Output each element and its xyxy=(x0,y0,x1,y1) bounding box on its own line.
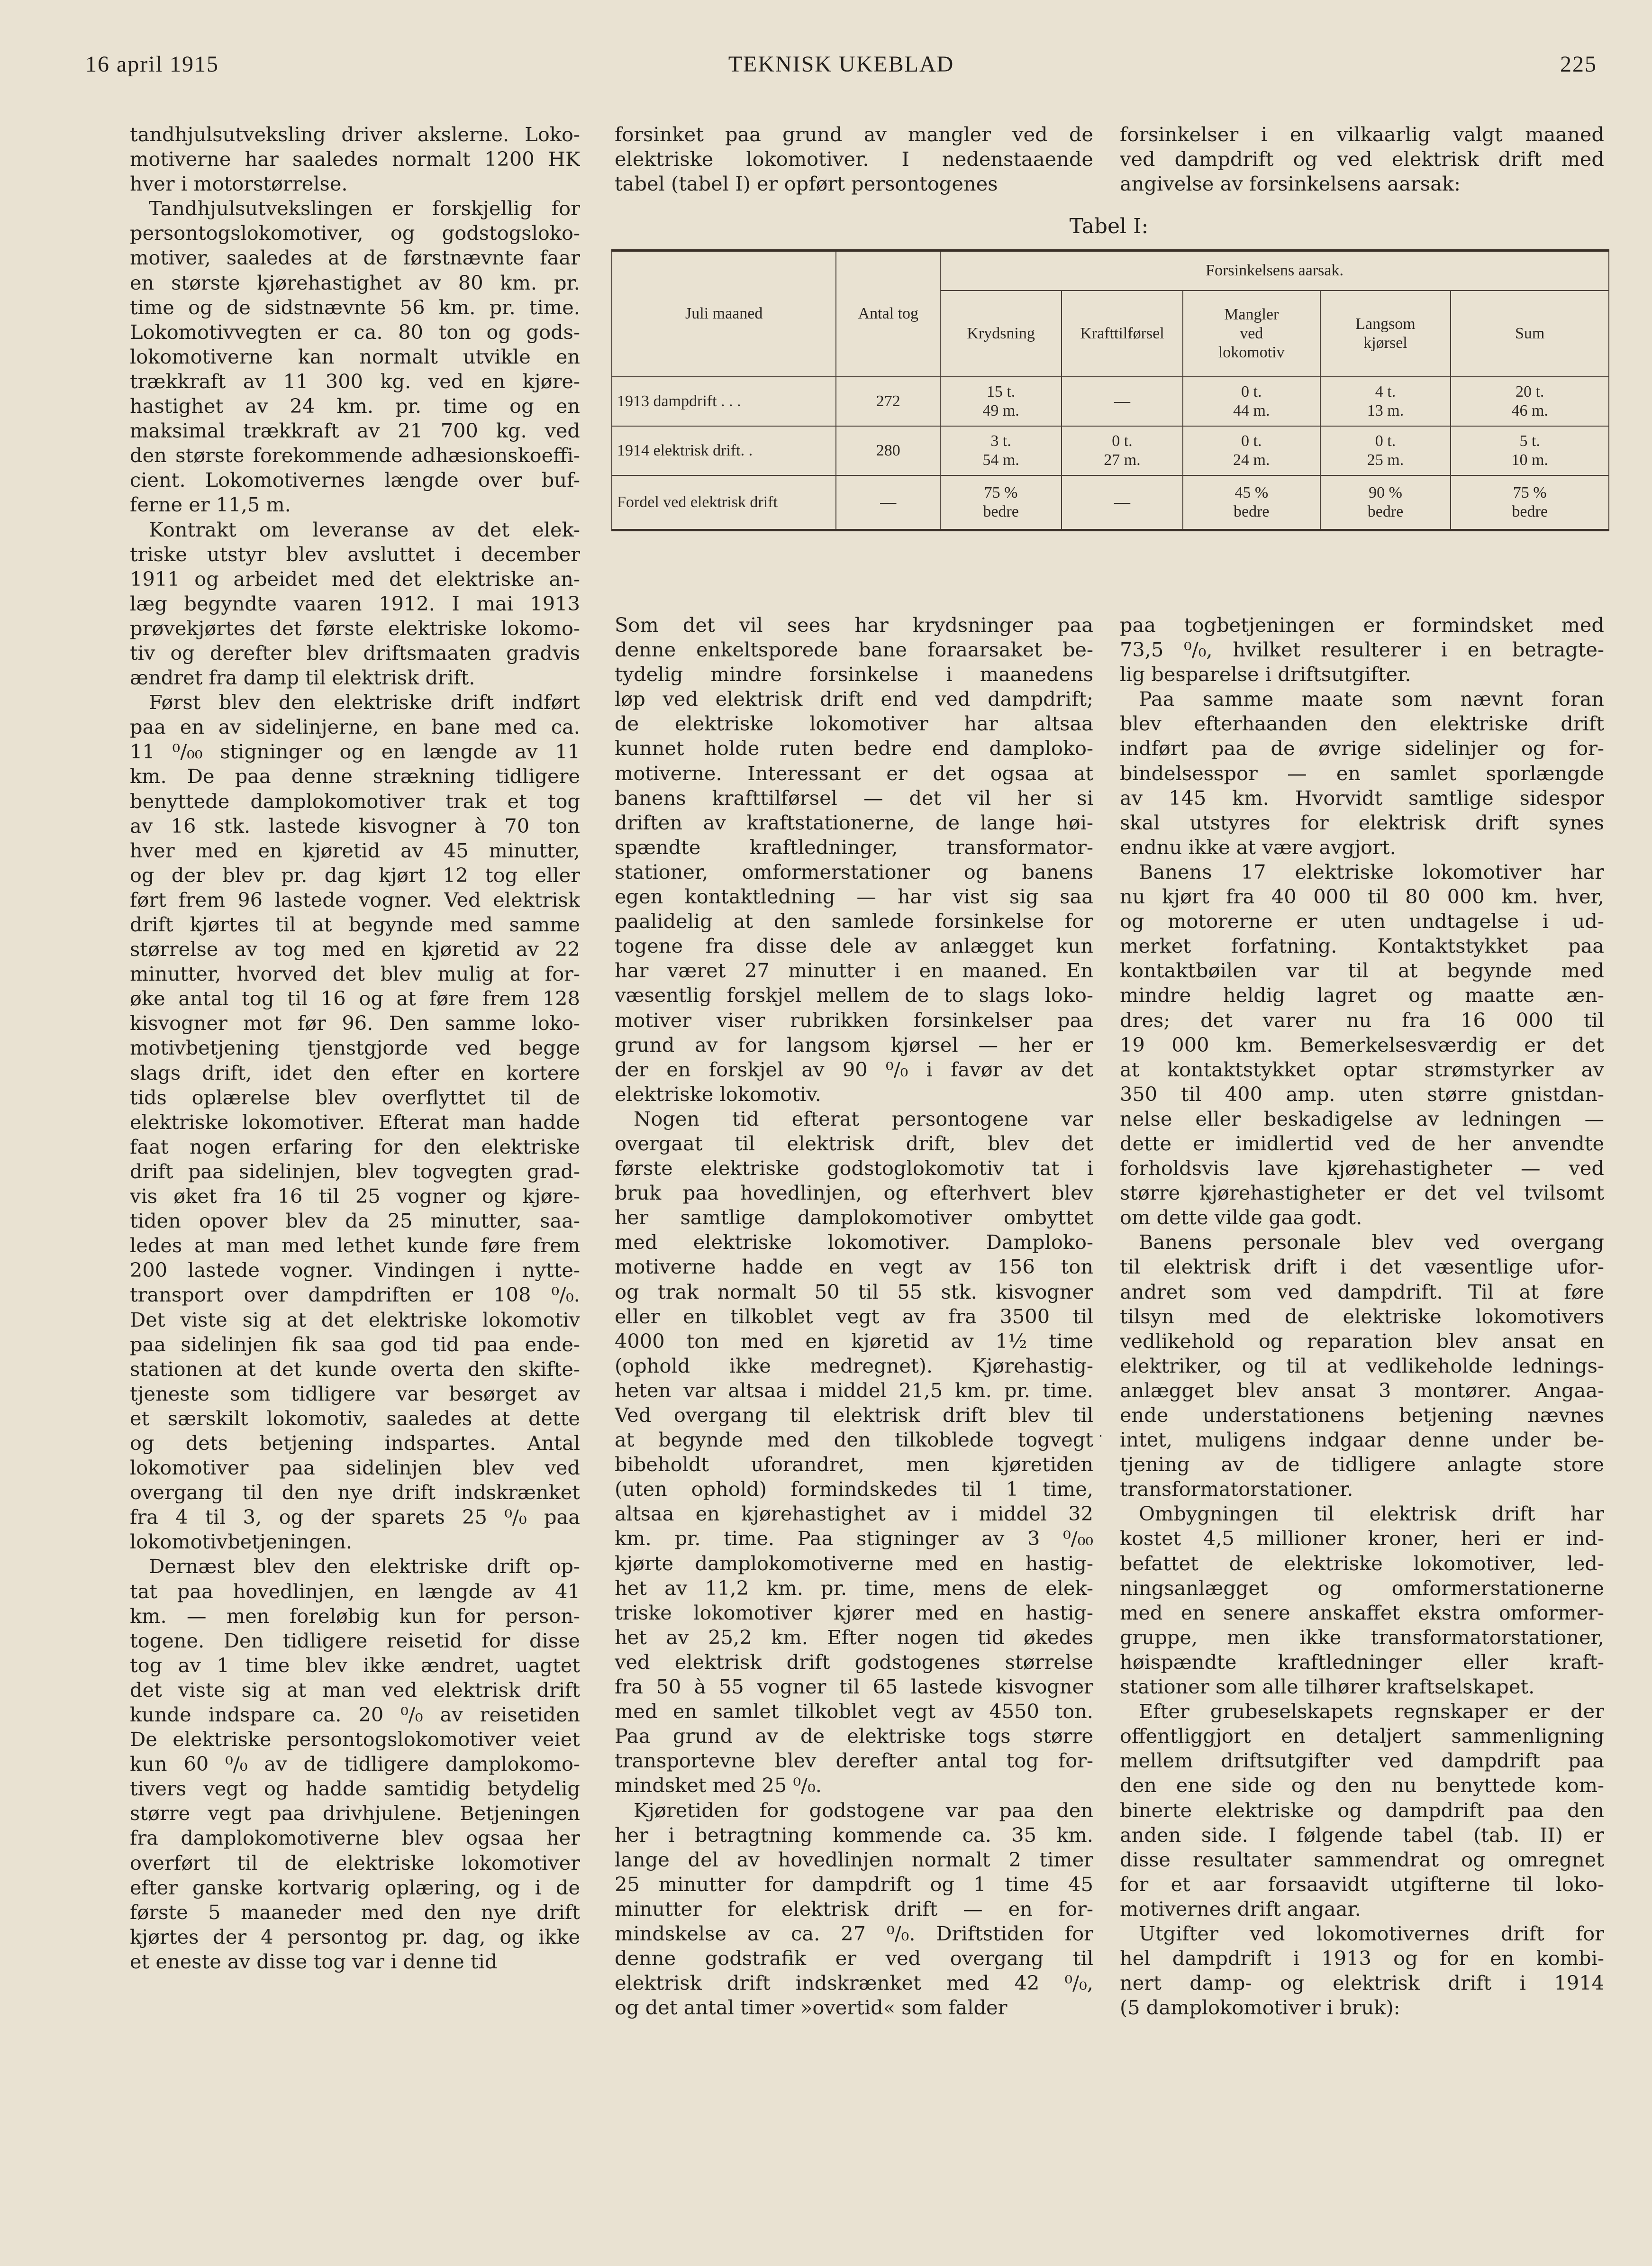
text-line: høispændte kraftledninger eller kraft- xyxy=(1120,1650,1604,1674)
text-line: grund av for langsom kjørsel — her er xyxy=(615,1033,1093,1056)
cell-line: 24 m. xyxy=(1233,451,1270,469)
text-line: cient. Lokomotivernes længde over buf- xyxy=(130,468,580,492)
col-header-slow-line2: kjørsel xyxy=(1363,334,1407,352)
text-line: triske lokomotiver kjører med en hastig- xyxy=(615,1601,1093,1624)
text-line: hver i motorstørrelse. xyxy=(130,172,348,196)
text-line: stationer som alle tilhører kraftselskapet. xyxy=(1120,1675,1535,1699)
text-line: kisvogner mot før 96. Den samme loko- xyxy=(130,1011,580,1035)
col-header-month: Juli maaned xyxy=(612,251,836,377)
text-line: læg begyndte vaaren 1912. I mai 1913 xyxy=(130,592,580,615)
text-line: mindsket med 25 ⁰/₀. xyxy=(615,1774,822,1797)
text-line: togene. Den tidligere reisetid for disse xyxy=(130,1629,580,1652)
cell-line: 10 m. xyxy=(1511,451,1548,469)
col-header-crossing: Krydsning xyxy=(940,291,1062,377)
text-line: prøvekjørtes det første elektriske lokomo- xyxy=(130,616,580,640)
text-line: første elektriske godstoglokomotiv tat i xyxy=(615,1156,1093,1180)
col-header-count: Antal tog xyxy=(836,251,940,377)
cell-defect xyxy=(1183,426,1320,475)
journal-title: TEKNISK UKEBLAD xyxy=(728,52,954,77)
text-line: den ene side og den nu benyttede kom- xyxy=(1120,1774,1604,1797)
text-line: tog av 1 time blev ikke ændret, uagtet xyxy=(130,1653,580,1677)
text-line: triske utstyr blev avsluttet i december xyxy=(130,542,580,566)
text-line: minutter, hvorved det blev mulig at for- xyxy=(130,962,580,986)
text-line: paa sidelinjen fik saa god tid paa ende- xyxy=(130,1332,580,1356)
text-line: første 5 maaneder med den nye drift xyxy=(130,1900,580,1924)
running-head xyxy=(85,51,1597,84)
text-line: stationen at det kunde overta den skifte- xyxy=(130,1357,580,1381)
row-label: Fordel ved elektrisk drift xyxy=(612,475,836,530)
text-line: Paa samme maate som nævnt foran xyxy=(1139,687,1604,711)
text-line: nelse eller beskadigelse av ledningen — xyxy=(1120,1107,1604,1130)
text-line: transportevne blev derefter antal tog for- xyxy=(615,1749,1093,1773)
text-line: ændret fra damp til elektrisk drift. xyxy=(130,666,475,690)
text-line: Paa grund av de elektriske togs større xyxy=(615,1724,1093,1748)
column-middle xyxy=(615,613,1093,2020)
cell-line: 54 m. xyxy=(982,451,1019,469)
text-line: Tandhjulsutvekslingen er forskjellig for xyxy=(149,197,580,220)
text-line: større vegt paa drivhjulene. Betjeningen xyxy=(130,1802,580,1825)
cell-count: 280 xyxy=(836,426,940,475)
text-line: Lokomotivvegten er ca. 80 ton og gods- xyxy=(130,320,580,344)
cell-line: 0 t. xyxy=(1112,432,1133,450)
text-line: lokomotiver paa sidelinjen blev ved xyxy=(130,1456,580,1480)
cell-line: 4 t. xyxy=(1375,382,1396,400)
text-line: Nogen tid efterat persontogene var xyxy=(634,1107,1093,1130)
text-line: med en senere anskaffet ekstra omformer- xyxy=(1120,1601,1604,1624)
text-line: maksimal trækkraft av 21 700 kg. ved xyxy=(130,419,580,443)
text-line: paalidelig at den samlede forsinkelse for xyxy=(615,910,1093,933)
text-line: dres; det varer nu fra 16 000 til xyxy=(1120,1008,1604,1032)
cell-line: 27 m. xyxy=(1104,451,1141,469)
text-line: de elektriske lokomotiver har altsaa xyxy=(615,712,1093,736)
text-line: motivernes drift angaar. xyxy=(1120,1897,1361,1920)
delay-table xyxy=(611,249,1609,531)
text-line: skal utstyres for elektrisk drift synes xyxy=(1120,810,1604,834)
text-line: transformatorstationer. xyxy=(1120,1477,1353,1501)
cell-line: 25 m. xyxy=(1367,451,1404,469)
text-line: ende understationens betjening nævnes xyxy=(1120,1403,1604,1427)
cell-line: 20 t. xyxy=(1515,382,1544,400)
cell-crossing xyxy=(940,377,1062,426)
text-line: her i betragtning kommende ca. 35 km. xyxy=(615,1823,1093,1847)
text-line: trækkraft av 11 300 kg. ved en kjøre- xyxy=(130,369,580,393)
col-header-group: Forsinkelsens aarsak. xyxy=(940,251,1609,291)
cell-count: — xyxy=(836,475,940,530)
text-line: binerte elektriske og dampdrift paa den xyxy=(1120,1798,1604,1822)
text-line: kostet 4,5 millioner kroner, heri er ind- xyxy=(1120,1527,1604,1550)
cell-line: 0 t. xyxy=(1241,382,1262,400)
text-line: altsaa en kjørehastighet av i middel 32 xyxy=(615,1502,1093,1526)
cell-sum xyxy=(1451,426,1609,475)
text-line: hel dampdrift i 1913 og for en kombi- xyxy=(1120,1947,1604,1970)
cell-slow xyxy=(1320,377,1451,426)
text-line: motiverne hadde en vegt av 156 ton xyxy=(615,1255,1093,1279)
table-caption: Tabel I: xyxy=(1069,214,1149,238)
text-line: her samtlige damplokomotiver ombyttet xyxy=(615,1206,1093,1229)
col-header-sum: Sum xyxy=(1451,291,1609,377)
text-line: og trak normalt 50 til 55 stk. kisvogner xyxy=(615,1280,1093,1303)
text-line: hver med en kjøretid av 45 minutter, xyxy=(130,838,580,862)
text-line: kun 60 ⁰/₀ av de tidligere damplokomo- xyxy=(130,1752,580,1776)
text-line: km. De paa denne strækning tidligere xyxy=(130,764,580,788)
page-number: 225 xyxy=(1560,52,1597,77)
text-line: tjeneste som tidligere var besørget av xyxy=(130,1382,580,1405)
text-line: 11 ⁰/₀₀ stigninger og en længde av 11 xyxy=(130,740,580,764)
text-line: Banens personale blev ved overgang xyxy=(1139,1230,1604,1254)
text-line: øke antal tog til 16 og at føre frem 128 xyxy=(130,987,580,1010)
cell-crossing xyxy=(940,475,1062,530)
text-line: det viste sig at man ved elektrisk drift xyxy=(130,1678,580,1702)
text-line: km. — men foreløbig kun for person- xyxy=(130,1604,580,1628)
text-line: har været 27 minutter i en maaned. En xyxy=(615,959,1093,983)
text-line: elektriske lokomotiver. I nedenstaaende xyxy=(615,147,1093,171)
text-line: paa en av sidelinjerne, en bane med ca. xyxy=(130,715,580,739)
text-line: disse resultater sammendrat og omregnet xyxy=(1120,1847,1604,1871)
text-line: egen kontaktledning — har vist sig saa xyxy=(615,885,1093,909)
text-line: togene fra disse dele av anlægget kun xyxy=(615,934,1093,958)
cell-crossing xyxy=(940,426,1062,475)
text-line: 200 lastede vogner. Vindingen i nytte- xyxy=(130,1258,580,1282)
text-line: persontogslokomotiver, og godstogsloko- xyxy=(130,221,580,245)
text-line: blev efterhaanden den elektriske drift xyxy=(1120,712,1604,736)
text-line: tiv og derefter blev driftsmaaten gradvis xyxy=(130,641,580,664)
text-line: Ombygningen til elektrisk drift har xyxy=(1139,1502,1604,1526)
text-line: gruppe, men ikke transformatorstationer, xyxy=(1120,1625,1604,1649)
text-line: (ophold ikke medregnet). Kjørehastig- xyxy=(615,1354,1093,1377)
text-line: minutter for elektrisk drift — en for- xyxy=(615,1897,1093,1920)
text-line: banens krafttilførsel — det vil her si xyxy=(615,786,1093,810)
text-line: efter ganske kortvarig oplæring, og i de xyxy=(130,1875,580,1899)
text-line: motiverne har saaledes normalt 1200 HK xyxy=(130,147,580,171)
col-header-defect-line1: Mangler xyxy=(1224,305,1279,323)
text-line: benyttede damplokomotiver trak et tog xyxy=(130,789,580,813)
text-line: overgang til den nye drift indskrænket xyxy=(130,1481,580,1504)
text-line: motiverne. Interessant er det ogsaa at xyxy=(615,761,1093,785)
text-line: kunnet holde ruten bedre end damploko- xyxy=(615,737,1093,760)
cell-line: 75 % xyxy=(1513,483,1547,501)
cell-line: — xyxy=(1114,493,1130,511)
text-line: tilsyn med de elektriske lokomotivers xyxy=(1120,1304,1604,1328)
text-line: tids oplærelse blev overflyttet til de xyxy=(130,1085,580,1109)
text-line: offentliggjort en detaljert sammenligning xyxy=(1120,1724,1604,1748)
text-line: ved elektrisk drift godstogenes størrelse xyxy=(615,1650,1093,1674)
text-line: motiver viser rubrikken forsinkelser paa xyxy=(615,1008,1093,1032)
text-line: mindskelse av ca. 27 ⁰/₀. Driftstiden for xyxy=(615,1921,1093,1945)
text-line: for et aar forsaavidt utgifterne til loko- xyxy=(1120,1872,1604,1896)
text-line: driften av kraftstationerne, de lange høi- xyxy=(615,810,1093,834)
text-line: indført paa de øvrige sidelinjer og for- xyxy=(1120,737,1604,760)
issue-date: 16 april 1915 xyxy=(85,52,219,77)
text-line: ferne er 11,5 m. xyxy=(130,493,291,517)
text-line: Kjøretiden for godstogene var paa den xyxy=(634,1798,1093,1822)
text-line: Ved overgang til elektrisk drift blev til xyxy=(615,1403,1093,1427)
text-line: intet, muligens indgaar denne under be- xyxy=(1120,1428,1604,1452)
text-line: 25 minutter for dampdrift og 1 time 45 xyxy=(615,1872,1093,1896)
text-line: stationer, omformerstationer og banens xyxy=(615,860,1093,883)
text-line: større kjørehastigheter er det vel tvilsomt xyxy=(1120,1181,1604,1205)
text-line: ved dampdrift og ved elektrisk drift med xyxy=(1120,147,1604,171)
text-line: endnu ikke at være avgjort. xyxy=(1120,835,1396,859)
text-line: motivbetjening tjenstgjorde ved begge xyxy=(130,1036,580,1060)
text-line: lokomotivbetjeningen. xyxy=(130,1530,353,1554)
text-line: anlægget blev ansat 3 montører. Angaa- xyxy=(1120,1378,1604,1402)
text-line: bruk paa hovedlinjen, og efterhvert blev xyxy=(615,1181,1093,1205)
text-line: tat paa hovedlinjen, en længde av 41 xyxy=(130,1579,580,1603)
text-line: andret som ved dampdrift. Til at føre xyxy=(1120,1280,1604,1303)
text-line: fra damplokomotiverne blev ogsaa her xyxy=(130,1826,580,1850)
cell-line: 0 t. xyxy=(1241,432,1262,450)
text-line: og dets betjening indspartes. Antal xyxy=(130,1431,580,1455)
text-line: ledes at man med lethet kunde føre frem xyxy=(130,1234,580,1257)
text-line: tabel (tabel I) er opført persontogenes xyxy=(615,172,998,196)
text-line: størrelse av tog med en kjøretid av 22 xyxy=(130,937,580,961)
text-line: tivers vegt og hadde samtidig betydelig xyxy=(130,1777,580,1801)
text-line: befattet de elektriske lokomotiver, led- xyxy=(1120,1551,1604,1575)
text-line: bindelsesspor — en samlet sporlængde xyxy=(1120,761,1604,785)
text-line: fra 4 til 3, og der sparets 25 ⁰/₀ paa xyxy=(130,1505,580,1529)
cell-line: 44 m. xyxy=(1233,401,1270,419)
cell-count: 272 xyxy=(836,377,940,426)
text-line: med en samlet tilkoblet vegt av 4550 ton. xyxy=(615,1700,1093,1723)
cell-line: 46 m. xyxy=(1511,401,1548,419)
col-header-slow xyxy=(1320,291,1451,377)
text-line: forsinket paa grund av mangler ved de xyxy=(615,123,1093,146)
cell-line: 0 t. xyxy=(1375,432,1396,450)
col-header-slow-line1: Langsom xyxy=(1355,315,1416,333)
text-line: Først blev den elektriske drift indført xyxy=(149,691,580,714)
margin-mark: . xyxy=(1098,1424,1103,1440)
text-line: mindre heldig lagret og maatte æn- xyxy=(1120,983,1604,1007)
text-line: en største kjørehastighet av 80 km. pr. xyxy=(130,271,580,294)
cell-line: — xyxy=(1114,392,1130,410)
text-line: time og de sidstnævnte 56 km. pr. time. xyxy=(130,295,580,319)
text-line: kjørte damplokomotiverne med en hastig- xyxy=(615,1551,1093,1575)
text-line: Det viste sig at det elektriske lokomotiv xyxy=(130,1308,580,1331)
cell-power xyxy=(1062,377,1183,426)
text-line: het av 11,2 km. pr. time, mens de elek- xyxy=(615,1576,1093,1600)
text-line: om dette vilde gaa godt. xyxy=(1120,1206,1362,1229)
text-line: angivelse av forsinkelsens aarsak: xyxy=(1120,172,1461,196)
text-line: av 16 stk. lastede kisvogner à 70 ton xyxy=(130,814,580,837)
text-line: 4000 ton med en kjøretid av 1½ time xyxy=(615,1329,1093,1353)
text-line: overført til de elektriske lokomotiver xyxy=(130,1851,580,1875)
text-line: tydelig mindre forsinkelse i maanedens xyxy=(615,663,1093,686)
text-line: elektriker, og til at vedlikeholde lednings- xyxy=(1120,1354,1604,1377)
cell-slow xyxy=(1320,475,1451,530)
text-line: elektriske lokomotiv. xyxy=(615,1082,821,1106)
col-header-power: Krafttilførsel xyxy=(1062,291,1183,377)
row-label: 1914 elektrisk drift. . xyxy=(612,426,836,475)
text-line: slags drift, idet den efter en kortere xyxy=(130,1061,580,1084)
column-right-top xyxy=(1120,122,1604,196)
text-line: 19 000 km. Bemerkelsesværdig er det xyxy=(1120,1033,1604,1056)
text-line: væsentlig forskjel mellem de to slags loko- xyxy=(615,983,1093,1007)
cell-power xyxy=(1062,426,1183,475)
text-line: og der blev pr. dag kjørt 12 tog eller xyxy=(130,863,580,887)
cell-line: 75 % xyxy=(984,483,1018,501)
text-line: forsinkelser i en vilkaarlig valgt maaned xyxy=(1120,123,1604,146)
text-line: mellem driftsutgifter ved dampdrift paa xyxy=(1120,1749,1604,1773)
text-line: merket forfatning. Kontaktstykket paa xyxy=(1120,934,1604,958)
text-line: kontaktbøilen var til at begynde med xyxy=(1120,959,1604,983)
text-line: overgaat til elektrisk drift, blev det xyxy=(615,1131,1093,1155)
cell-defect xyxy=(1183,377,1320,426)
text-line: elektrisk drift indskrænket med 42 ⁰/₀, xyxy=(615,1971,1093,1995)
text-line: dette er imidlertid ved de her anvendte xyxy=(1120,1131,1604,1155)
text-line: denne enkeltsporede bane foraarsaket be- xyxy=(615,638,1093,662)
text-line: nert damp- og elektrisk drift i 1914 xyxy=(1120,1971,1604,1995)
cell-sum xyxy=(1451,475,1609,530)
col-header-defect-line2: ved xyxy=(1240,324,1263,342)
text-line: motiver, saaledes at de førstnævnte faar xyxy=(130,246,580,270)
cell-power xyxy=(1062,475,1183,530)
text-line: med elektriske lokomotiver. Damploko- xyxy=(615,1230,1093,1254)
col-header-defect-line3: lokomotiv xyxy=(1218,343,1285,361)
text-line: 73,5 ⁰/₀, hvilket resulterer i en betragte- xyxy=(1120,638,1604,662)
text-line: lig besparelse i driftsutgifter. xyxy=(1120,663,1411,686)
cell-line: bedre xyxy=(1512,502,1548,520)
text-line: ningsanlægget og omformerstationerne xyxy=(1120,1576,1604,1600)
text-line: ført frem 96 lastede vogner. Ved elektrisk xyxy=(130,888,580,911)
text-line: denne godstrafik er ved overgang til xyxy=(615,1947,1093,1970)
column-right xyxy=(1120,613,1604,2020)
cell-sum xyxy=(1451,377,1609,426)
cell-line: bedre xyxy=(1233,502,1270,520)
text-line: paa togbetjeningen er formindsket med xyxy=(1120,613,1604,637)
cell-line: 90 % xyxy=(1369,483,1402,501)
text-line: forholdsvis lave kjørehastigheter — ved xyxy=(1120,1156,1604,1180)
text-line: et særskilt lokomotiv, saaledes at dette xyxy=(130,1406,580,1430)
text-line: den største forekommende adhæsionskoeffi- xyxy=(130,444,580,467)
text-line: lokomotiverne kan normalt utvikle en xyxy=(130,345,580,368)
row-label: 1913 dampdrift . . . xyxy=(612,377,836,426)
col-header-defect xyxy=(1183,291,1320,377)
text-line: at kontaktstykket optar strømstyrker av xyxy=(1120,1057,1604,1081)
text-line: Kontrakt om leveranse av det elek- xyxy=(149,518,580,541)
text-line: Utgifter ved lokomotivernes drift for xyxy=(1139,1921,1604,1945)
column-left xyxy=(130,122,580,1974)
text-line: drift kjørtes til at begynde med samme xyxy=(130,913,580,936)
cell-line: 3 t. xyxy=(990,432,1011,450)
text-line: transport over dampdriften er 108 ⁰/₀. xyxy=(130,1283,580,1307)
cell-slow xyxy=(1320,426,1451,475)
text-line: tiden opover blev da 25 minutter, saa- xyxy=(130,1209,580,1233)
text-line: 350 til 400 amp. uten større gnistdan- xyxy=(1120,1082,1604,1106)
text-line: hastighet av 24 km. pr. time og en xyxy=(130,394,580,418)
text-line: bibeholdt uforandret, men kjøretiden xyxy=(615,1453,1093,1476)
cell-line: bedre xyxy=(983,502,1019,520)
text-line: Dernæst blev den elektriske drift op- xyxy=(149,1555,580,1578)
text-line: anden side. I følgende tabel (tab. II) er xyxy=(1120,1823,1604,1847)
text-line: tjening av de tidligere anlagte store xyxy=(1120,1453,1604,1476)
cell-line: bedre xyxy=(1367,502,1404,520)
text-line: lange del av hovedlinjen normalt 2 timer xyxy=(615,1847,1093,1871)
cell-defect xyxy=(1183,475,1320,530)
table-body xyxy=(612,377,1609,530)
text-line: drift paa sidelinjen, blev togvegten grad- xyxy=(130,1159,580,1183)
text-line: et eneste av disse tog var i denne tid xyxy=(130,1949,498,1973)
text-line: spændte kraftledninger, transformator- xyxy=(615,835,1093,859)
cell-line: 5 t. xyxy=(1519,432,1540,450)
text-line: km. pr. time. Paa stigninger av 3 ⁰/₀₀ xyxy=(615,1527,1093,1550)
text-line: 1911 og arbeidet med det elektriske an- xyxy=(130,567,580,591)
text-line: De elektriske persontogslokomotiver veiet xyxy=(130,1728,580,1751)
cell-line: 49 m. xyxy=(982,401,1019,419)
text-line: Efter grubeselskapets regnskaper er der xyxy=(1139,1700,1604,1723)
text-line: Banens 17 elektriske lokomotiver har xyxy=(1139,860,1604,883)
text-line: at begynde med den tilkoblede togvegt xyxy=(615,1428,1093,1452)
text-line: heten var altsaa i middel 21,5 km. pr. time. xyxy=(615,1378,1093,1402)
cell-line: 13 m. xyxy=(1367,401,1404,419)
cell-line: 45 % xyxy=(1234,483,1269,501)
text-line: og motorerne er uten undtagelse i ud- xyxy=(1120,910,1604,933)
text-line: Som det vil sees har krydsninger paa xyxy=(615,613,1093,637)
text-line: kjørtes der 4 persontog pr. dag, og ikke xyxy=(130,1925,580,1948)
text-line: nu kjørt fra 40 000 til 80 000 km. hver, xyxy=(1120,885,1604,909)
cell-line: 15 t. xyxy=(986,382,1016,400)
text-line: av 145 km. Hvorvidt samtlige sidespor xyxy=(1120,786,1604,810)
table-1 xyxy=(611,249,1609,591)
column-middle-top xyxy=(615,122,1093,196)
text-line: der en forskjel av 90 ⁰/₀ i favør av det xyxy=(615,1057,1093,1081)
text-line: fra 50 à 55 vogner til 65 lastede kisvogner xyxy=(615,1675,1093,1699)
text-line: kunde indspare ca. 20 ⁰/₀ av reisetiden xyxy=(130,1703,580,1726)
text-line: faat nogen erfaring for den elektriske xyxy=(130,1135,580,1158)
text-line: (5 damplokomotiver i bruk): xyxy=(1120,1996,1400,2020)
text-line: (uten ophold) formindskedes til 1 time, xyxy=(615,1477,1093,1501)
text-line: elektriske lokomotiver. Efterat man hadde xyxy=(130,1110,580,1134)
text-line: tandhjulsutveksling driver akslerne. Loko- xyxy=(130,123,580,146)
text-line: og det antal timer »overtid« som falder xyxy=(615,1996,1008,2020)
text-line: vis øket fra 16 til 25 vogner og kjøre- xyxy=(130,1184,580,1208)
text-line: eller en tilkoblet vegt av fra 3500 til xyxy=(615,1304,1093,1328)
text-line: til elektrisk drift i det væsentlige ufor- xyxy=(1120,1255,1604,1279)
text-line: løp ved elektrisk drift end ved dampdrift; xyxy=(615,687,1093,711)
text-line: vedlikehold og reparation blev ansat en xyxy=(1120,1329,1604,1353)
text-line: het av 25,2 km. Efter nogen tid økedes xyxy=(615,1625,1093,1649)
